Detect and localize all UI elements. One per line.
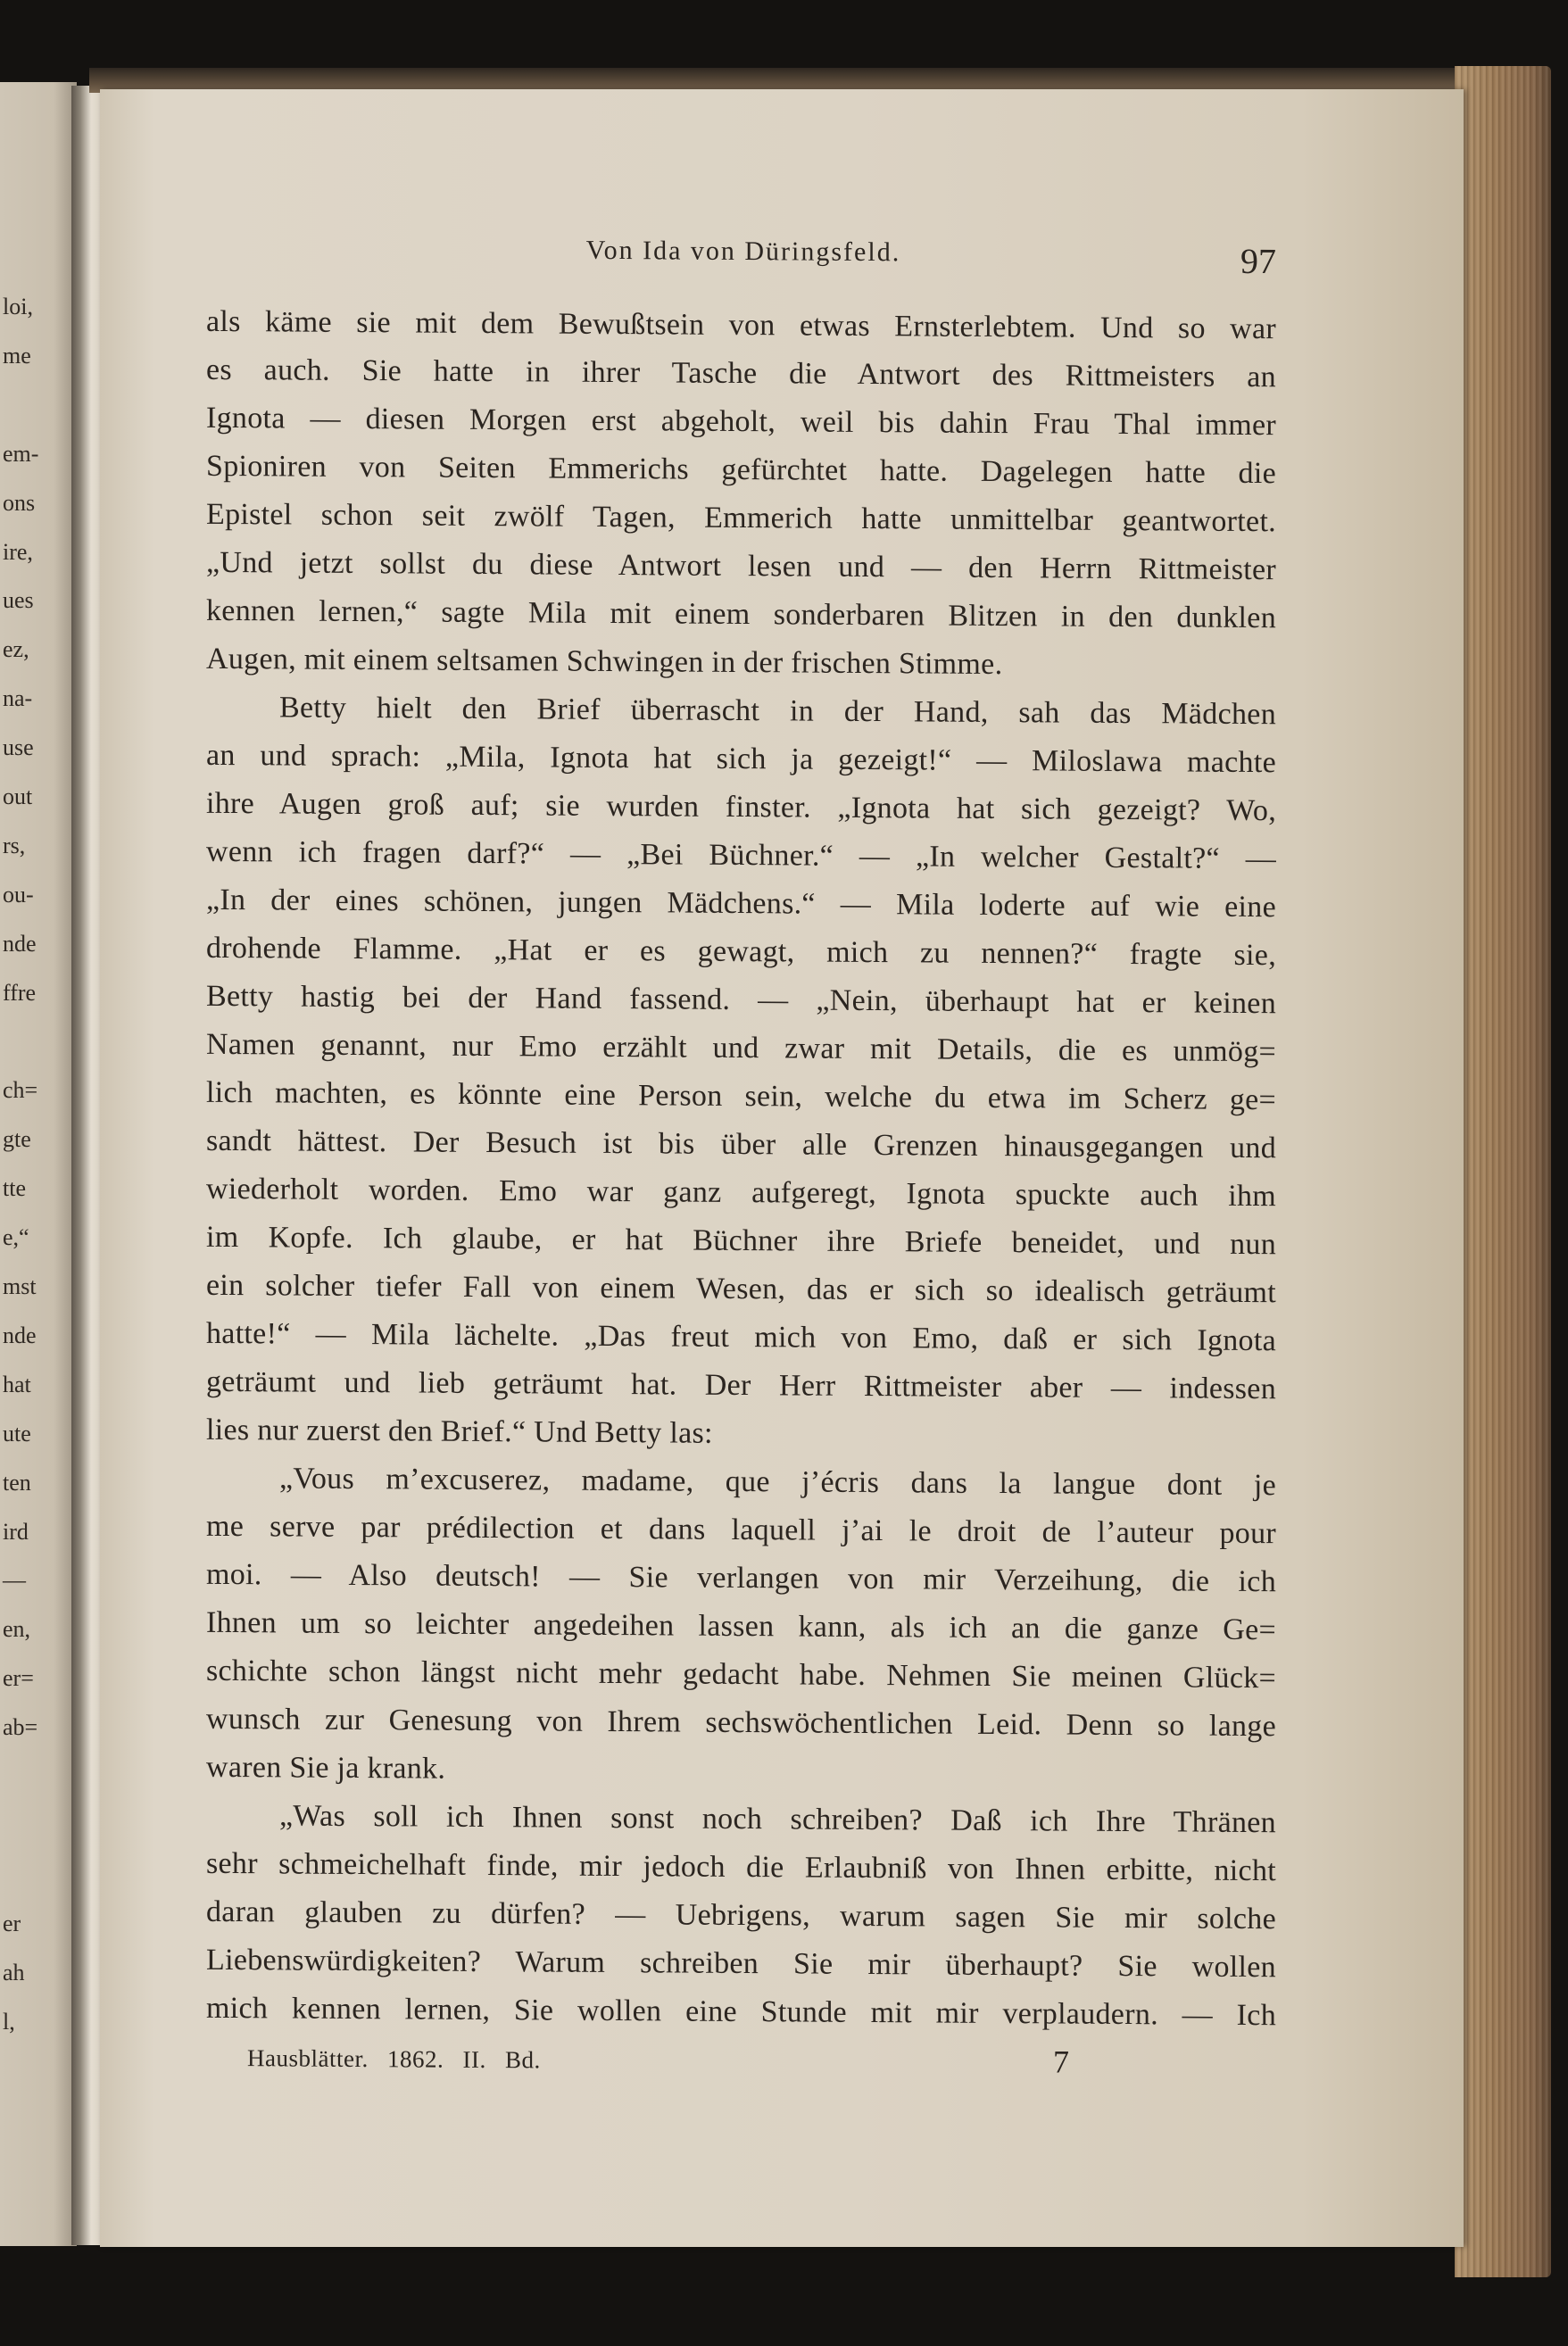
text-line: ihre Augen groß auf; sie wurden finster. „Ignota hat sich gezeigt? Wo, (206, 786, 1276, 828)
text-line: Epistel schon seit zwölf Tagen, Emmerich hatte unmittelbar geantwortet. (206, 497, 1276, 539)
text-line: drohende Flamme. „Hat er es gewagt, mich zu nennen?“ fragte sie, (206, 931, 1276, 973)
text-line: geträumt und lieb geträumt hat. Der Herr Rittmeister aber — indessen (206, 1364, 1276, 1406)
book-page (100, 89, 1464, 2247)
page-number: 97 (1240, 240, 1276, 282)
facing-page-line-fragment: gte (3, 1126, 31, 1153)
text-line: daran glauben zu dürfen? — Uebrigens, warum sagen Sie mir solche (206, 1894, 1276, 1936)
facing-page-line-fragment: tte (3, 1175, 26, 1202)
facing-page-line-fragment: me (3, 342, 31, 369)
text-line: Ihnen um so leichter angedeihen lassen kann, als ich an die ganze Ge= (206, 1605, 1276, 1647)
facing-page-line-fragment: rs, (3, 832, 26, 858)
text-line: kennen lernen,“ sagte Mila mit einem sonderbaren Blitzen in den dunklen (206, 593, 1276, 635)
text-line: wunsch zur Genesung von Ihrem sechswöchentlichen Leid. Denn so lange (206, 1702, 1276, 1744)
text-line: lich machten, es könnte eine Person sein, welche du etwa im Scherz ge= (206, 1075, 1276, 1117)
facing-page-line-fragment: use (3, 734, 34, 761)
text-line: „Und jetzt sollst du diese Antwort lesen und — den Herrn Rittmeister (206, 545, 1276, 587)
text-line: Betty hielt den Brief überrascht in der Hand, sah das Mädchen (279, 691, 1276, 732)
facing-page-line-fragment: hat (3, 1371, 31, 1397)
text-line: hatte!“ — Mila lächelte. „Das freut mich von Emo, daß er sich Ignota (206, 1316, 1276, 1358)
facing-page-line-fragment: loi, (3, 294, 33, 319)
page-content (100, 89, 1464, 2257)
sheet-number: 7 (1053, 2043, 1069, 2080)
text-line: Spioniren von Seiten Emmerichs gefürchtet hatte. Dagelegen hatte die (206, 449, 1276, 491)
text-line: wiederholt worden. Emo war ganz aufgeregt, Ignota spuckte auch ihm (206, 1172, 1276, 1214)
text-line: an und sprach: „Mila, Ignota hat sich ja gezeigt!“ — Miloslawa machte (206, 738, 1276, 780)
facing-page-line-fragment: ch= (3, 1077, 38, 1104)
facing-page-line-fragment: nde (3, 1322, 37, 1348)
facing-page-line-fragment: ire, (3, 538, 33, 565)
text-line: waren Sie ja krank. (206, 1750, 446, 1786)
text-line: „Vous m’excuserez, madame, que j’écris dans la langue dont je (279, 1462, 1276, 1503)
text-line: schichte schon längst nicht mehr gedacht habe. Nehmen Sie meinen Glück= (206, 1654, 1276, 1695)
text-line: moi. — Also deutsch! — Sie verlangen von mir Verzeihung, die ich (206, 1557, 1276, 1599)
page-stack-fore-edge (1455, 66, 1551, 2277)
facing-page-line-fragment: em- (3, 440, 39, 467)
text-line: es auch. Sie hatte in ihrer Tasche die Antwort des Rittmeisters an (206, 352, 1276, 394)
facing-page-line-fragment: ab= (3, 1714, 38, 1741)
facing-page-line-fragment: ues (3, 587, 34, 614)
signature-line: Hausblätter. 1862. II. Bd. (247, 2044, 541, 2074)
facing-page-line-fragment: en, (3, 1616, 31, 1643)
running-head: Von Ida von Düringsfeld. (585, 235, 901, 268)
facing-page-line-fragment: er (3, 1910, 21, 1936)
facing-page-line-fragment: ah (3, 1959, 25, 1985)
facing-page-line-fragment: l, (3, 2008, 15, 2035)
text-line: wenn ich fragen darf?“ — „Bei Büchner.“ — „In welcher Gestalt?“ — (206, 834, 1276, 876)
facing-page-left (0, 82, 77, 2246)
text-line: me serve par prédilection et dans laquell j’ai le droit de l’auteur pour (206, 1509, 1276, 1551)
facing-page-line-fragment: ird (3, 1518, 29, 1545)
facing-page-line-fragment: ez, (3, 636, 29, 663)
text-line: Liebenswürdigkeiten? Warum schreiben Sie mir überhaupt? Sie wollen (206, 1943, 1276, 1985)
facing-page-line-fragment: ute (3, 1420, 31, 1447)
text-line: „Was soll ich Ihnen sonst noch schreiben? Daß ich Ihre Thränen (279, 1799, 1276, 1840)
body-text (206, 298, 1276, 2040)
facing-page-line-fragment: ten (3, 1469, 31, 1496)
facing-page-line-fragment: e,“ (3, 1224, 29, 1251)
facing-page-line-fragment: ou- (3, 881, 34, 908)
facing-page-line-fragment: na- (3, 685, 33, 712)
text-line: ein solcher tiefer Fall von einem Wesen, das er sich so idealisch geträumt (206, 1268, 1276, 1310)
text-line: mich kennen lernen, Sie wollen eine Stunde mit mir verplaudern. — Ich (206, 1991, 1276, 2033)
text-line: lies nur zuerst den Brief.“ Und Betty las: (206, 1413, 713, 1450)
text-line: Betty hastig bei der Hand fassend. — „Nein, überhaupt hat er keinen (206, 979, 1276, 1021)
facing-page-line-fragment: ffre (3, 979, 37, 1006)
text-line: Augen, mit einem seltsamen Schwingen in der frischen Stimme. (206, 642, 1003, 682)
text-line: im Kopfe. Ich glaube, er hat Büchner ihre Briefe beneidet, und nun (206, 1220, 1276, 1262)
text-line: „In der eines schönen, jungen Mädchens.“ — Mila loderte auf wie eine (206, 883, 1276, 924)
text-line: sehr schmeichelhaft finde, mir jedoch die Erlaubniß von Ihnen erbitte, nicht (206, 1846, 1276, 1888)
text-line: als käme sie mit dem Bewußtsein von etwas Ernsterlebtem. Und so war (206, 304, 1276, 346)
text-line: Ignota — diesen Morgen erst abgeholt, weil bis dahin Frau Thal immer (206, 401, 1276, 443)
facing-page-line-fragment: nde (3, 930, 37, 957)
facing-page-line-fragment: — (3, 1567, 26, 1594)
facing-page-line-fragment: out (3, 783, 33, 809)
facing-page-line-fragment: mst (3, 1273, 37, 1299)
text-line: Namen genannt, nur Emo erzählt und zwar mit Details, die es unmög= (206, 1027, 1276, 1069)
facing-page-line-fragment: er= (3, 1665, 34, 1692)
facing-page-line-fragment: ons (3, 489, 36, 516)
text-line: sandt hättest. Der Besuch ist bis über alle Grenzen hinausgegangen und (206, 1123, 1276, 1165)
